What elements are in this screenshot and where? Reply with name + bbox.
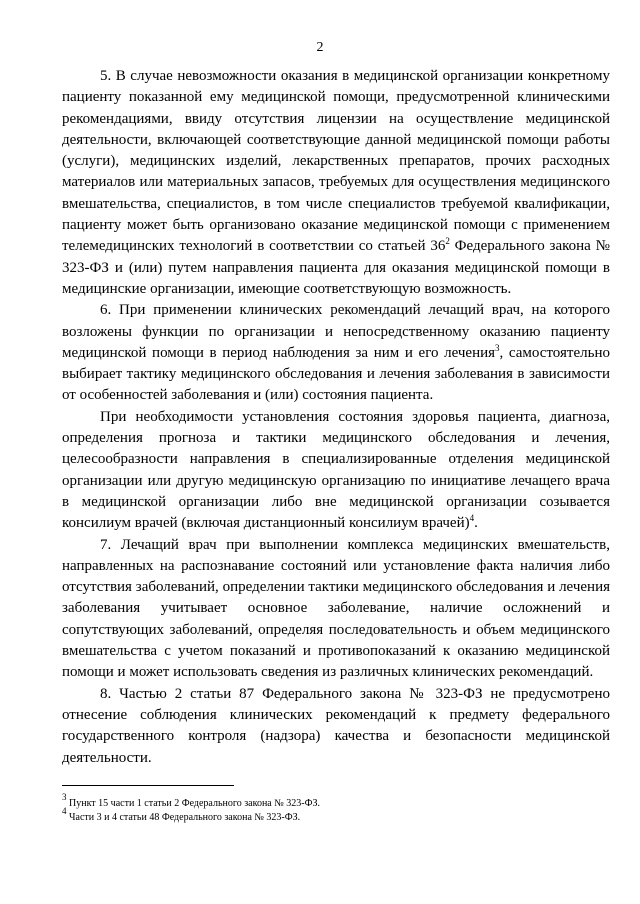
footnote-ref-4: 4 xyxy=(469,513,475,524)
footnote-text: Пункт 15 части 1 статьи 2 Федерального закона № 323-ФЗ. xyxy=(66,798,321,809)
page-number: 2 xyxy=(316,40,324,55)
paragraph-text: 7. Лечащий врач при выполнении комплекса медицинских вмешательств, направленных на распознавание состояний или установление факта наличия либо отсутствия заболеваний, определении тактики медицинского обследования и лечения заболевания учитывает основное заболевание, наличие осложнений и сопутствующих заболеваний, определяя последовательность и объем медицинского вмешательства с учетом показаний и противопоказаний к оказанию медицинской помощи и может использовать сведения из различных клинических рекомендаций. xyxy=(62,536,610,681)
paragraph-text: 5. В случае невозможности оказания в медицинской организации конкретному пациенту показанной ему медицинской помощи, предусмотренной клиническими рекомендациями, ввиду отсутствия лицензии на осуществление медицинской деятельности, включающей соответствующие данной медицинской помощи работы (услуги), медицинских изделий, лекарственных препаратов, прочих расходных материалов или материальных запасов, требуемых для осуществления медицинского вмешательства, специалистов, в том числе специалистов требуемой квалификации, пациенту может быть организовано оказание медицинской помощи с применением телемедицинских технологий в соответствии со статьей 36 xyxy=(62,68,610,255)
paragraph-6 xyxy=(62,300,610,406)
footnotes xyxy=(62,792,610,825)
paragraph-text: 8. Частью 2 статьи 87 Федерального закона № 323-ФЗ не предусмотрено отнесение соблюдения клинических рекомендаций к предмету федерального государственного контроля (надзора) качества и безопасности медицинской деятельности. xyxy=(62,685,610,766)
footnote-separator xyxy=(62,785,234,786)
paragraph-5 xyxy=(62,66,610,300)
paragraph-text: 6. При применении клинических рекомендаций лечащий врач, на которого возложены функции по организации и непосредственному оказанию пациенту медицинской помощи в период наблюдения за ним и его лечения xyxy=(62,302,610,361)
footnote-3 xyxy=(62,792,610,811)
paragraph-text: . xyxy=(474,515,478,532)
superscript: 2 xyxy=(445,236,450,247)
footnote-mark: 3 xyxy=(62,792,67,802)
paragraph-8 xyxy=(62,684,610,769)
paragraph-6-continued xyxy=(62,407,610,535)
paragraph-text: , самостоятельно выбирает тактику медицинского обследования и лечения заболевания в зависимости от особенностей заболевания и (или) состояния пациента. xyxy=(62,344,610,404)
footnote-mark: 4 xyxy=(62,806,67,816)
footnote-text: Части 3 и 4 статьи 48 Федерального закона № 323-ФЗ. xyxy=(66,812,301,823)
paragraph-text: Федерального закона № 323-ФЗ и (или) путем направления пациента для оказания медицинской помощи в медицинские организации, имеющие соответствующую возможность. xyxy=(62,238,610,297)
footnote-4 xyxy=(62,806,610,825)
document-body xyxy=(62,66,610,769)
paragraph-7 xyxy=(62,535,610,684)
footnote-ref-3: 3 xyxy=(495,342,500,353)
paragraph-text: При необходимости установления состояния здоровья пациента, диагноза, определения прогноза и тактики медицинского обследования и лечения, целесообразности направления в специализированные отделения медицинской организации или другую медицинскую организацию по инициативе лечащего врача в медицинской организации либо вне медицинской организации созывается консилиум врачей (включая дистанционный консилиум врачей) xyxy=(62,408,610,532)
